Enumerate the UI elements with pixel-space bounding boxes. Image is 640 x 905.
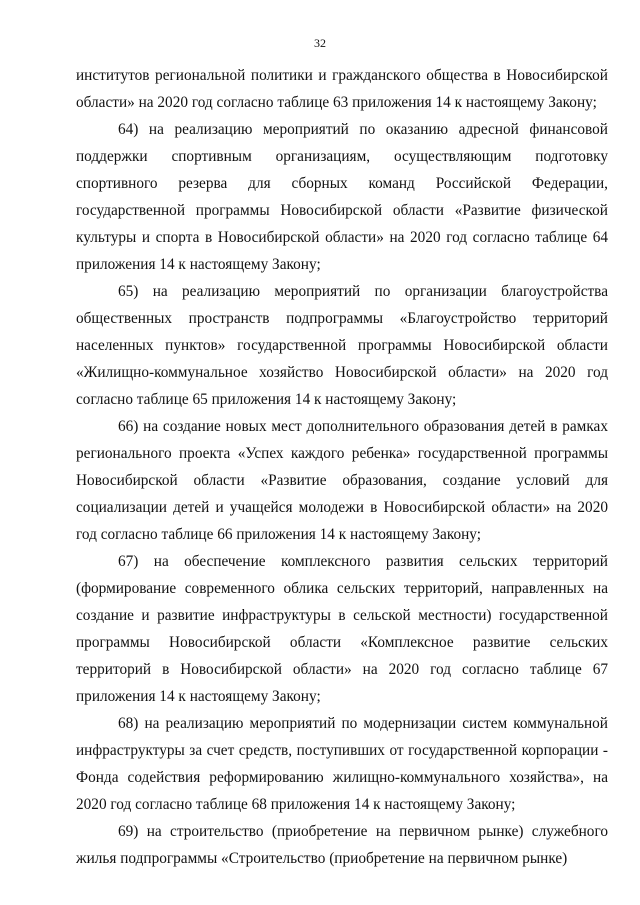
paragraph-continuation: институтов региональной политики и гражданского общества в Новосибирской области» на 2020 год согласно таблице 63 приложения 14 к настоящему Закону;: [76, 67, 608, 111]
paragraph-item-64: 64) на реализацию мероприятий по оказанию адресной финансовой поддержки спортивным организациям, осуществляющим подготовку спортивного резерва для сборных команд Российской Федерации, государственной программы Новосибирской области «Развитие физической культуры и спорта в Новосибирской области» на 2020 год согласно таблице 64 приложения 14 к настоящему Закону;: [76, 121, 608, 273]
page-number: 32: [314, 36, 326, 50]
document-body: [76, 62, 608, 872]
paragraph-item-65: 65) на реализацию мероприятий по организации благоустройства общественных пространств подпрограммы «Благоустройство территорий населенных пунктов» государственной программы Новосибирской области «Жилищно-коммунальное хозяйство Новосибирской области» на 2020 год согласно таблице 65 приложения 14 к настоящему Закону;: [76, 283, 608, 408]
paragraph-item-66: 66) на создание новых мест дополнительного образования детей в рамках регионального проекта «Успех каждого ребенка» государственной программы Новосибирской области «Развитие образования, создание условий для социализации детей и учащейся молодежи в Новосибирской области» на 2020 год согласно таблице 66 приложения 14 к настоящему Закону;: [76, 418, 608, 543]
paragraph-item-69: 69) на строительство (приобретение на первичном рынке) служебного жилья подпрограммы «Строительство (приобретение на первичном рынке): [76, 823, 608, 867]
paragraph-item-68: 68) на реализацию мероприятий по модернизации систем коммунальной инфраструктуры за счет средств, поступивших от государственной корпорации - Фонда содействия реформированию жилищно-коммунального хозяйства», на 2020 год согласно таблице 68 приложения 14 к настоящему Закону;: [76, 715, 608, 813]
paragraph-item-67: 67) на обеспечение комплексного развития сельских территорий (формирование современного облика сельских территорий, направленных на создание и развитие инфраструктуры в сельской местности) государственной программы Новосибирской области «Комплексное развитие сельских территорий в Новосибирской области» на 2020 год согласно таблице 67 приложения 14 к настоящему Закону;: [76, 553, 608, 705]
